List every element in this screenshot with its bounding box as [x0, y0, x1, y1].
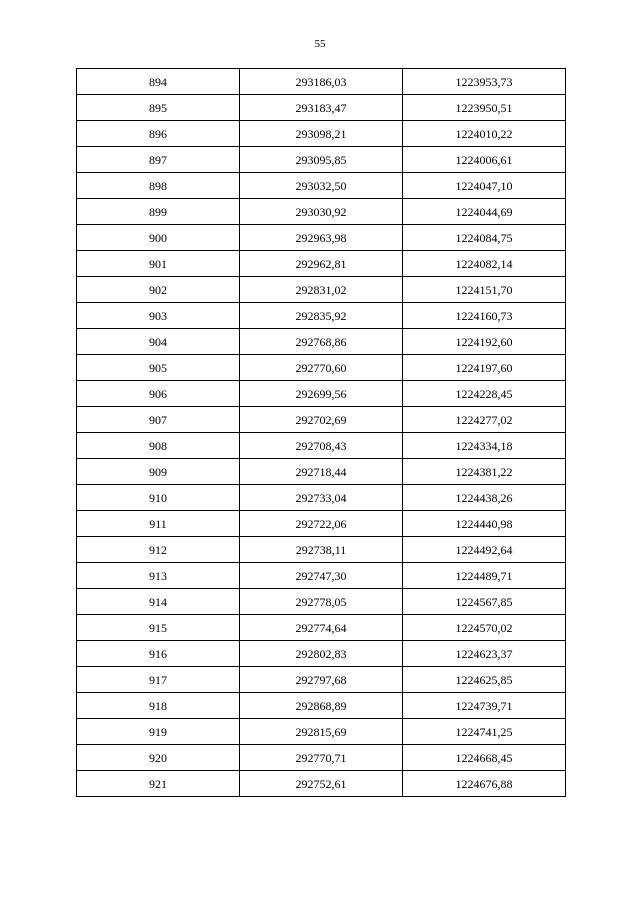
x-coordinate-cell: 292802,83 [240, 641, 403, 667]
y-coordinate-cell: 1224440,98 [403, 511, 566, 537]
y-coordinate-cell: 1224160,73 [403, 303, 566, 329]
point-number-cell: 921 [77, 771, 240, 797]
x-coordinate-cell: 293032,50 [240, 173, 403, 199]
table-row [77, 277, 566, 303]
x-coordinate-cell: 293095,85 [240, 147, 403, 173]
x-coordinate-cell: 292733,04 [240, 485, 403, 511]
point-number-cell: 908 [77, 433, 240, 459]
x-coordinate-cell: 293030,92 [240, 199, 403, 225]
y-coordinate-cell: 1224228,45 [403, 381, 566, 407]
table-body [77, 69, 566, 797]
table-row [77, 641, 566, 667]
point-number-cell: 904 [77, 329, 240, 355]
table-row [77, 381, 566, 407]
point-number-cell: 910 [77, 485, 240, 511]
x-coordinate-cell: 292747,30 [240, 563, 403, 589]
y-coordinate-cell: 1224623,37 [403, 641, 566, 667]
table-row [77, 251, 566, 277]
table-row [77, 511, 566, 537]
y-coordinate-cell: 1224489,71 [403, 563, 566, 589]
y-coordinate-cell: 1224381,22 [403, 459, 566, 485]
x-coordinate-cell: 292752,61 [240, 771, 403, 797]
x-coordinate-cell: 293186,03 [240, 69, 403, 95]
x-coordinate-cell: 292962,81 [240, 251, 403, 277]
y-coordinate-cell: 1224010,22 [403, 121, 566, 147]
point-number-cell: 896 [77, 121, 240, 147]
table-row [77, 745, 566, 771]
x-coordinate-cell: 292770,71 [240, 745, 403, 771]
page-number: 55 [314, 38, 326, 50]
point-number-cell: 901 [77, 251, 240, 277]
x-coordinate-cell: 292797,68 [240, 667, 403, 693]
table-row [77, 225, 566, 251]
x-coordinate-cell: 292868,89 [240, 693, 403, 719]
y-coordinate-cell: 1224006,61 [403, 147, 566, 173]
point-number-cell: 899 [77, 199, 240, 225]
x-coordinate-cell: 293098,21 [240, 121, 403, 147]
table-row [77, 121, 566, 147]
point-number-cell: 897 [77, 147, 240, 173]
y-coordinate-cell: 1224044,69 [403, 199, 566, 225]
table-row [77, 667, 566, 693]
point-number-cell: 916 [77, 641, 240, 667]
point-number-cell: 894 [77, 69, 240, 95]
y-coordinate-cell: 1223950,51 [403, 95, 566, 121]
table-row [77, 459, 566, 485]
y-coordinate-cell: 1224668,45 [403, 745, 566, 771]
point-number-cell: 895 [77, 95, 240, 121]
point-number-cell: 918 [77, 693, 240, 719]
table-row [77, 563, 566, 589]
x-coordinate-cell: 292770,60 [240, 355, 403, 381]
y-coordinate-cell: 1224334,18 [403, 433, 566, 459]
x-coordinate-cell: 292768,86 [240, 329, 403, 355]
point-number-cell: 915 [77, 615, 240, 641]
x-coordinate-cell: 292738,11 [240, 537, 403, 563]
x-coordinate-cell: 292831,02 [240, 277, 403, 303]
table-row [77, 355, 566, 381]
table-row [77, 69, 566, 95]
table-row [77, 615, 566, 641]
point-number-cell: 914 [77, 589, 240, 615]
table-row [77, 771, 566, 797]
x-coordinate-cell: 292699,56 [240, 381, 403, 407]
table-row [77, 589, 566, 615]
y-coordinate-cell: 1224492,64 [403, 537, 566, 563]
coordinates-table [76, 68, 566, 797]
y-coordinate-cell: 1224151,70 [403, 277, 566, 303]
y-coordinate-cell: 1224570,02 [403, 615, 566, 641]
point-number-cell: 902 [77, 277, 240, 303]
point-number-cell: 912 [77, 537, 240, 563]
point-number-cell: 898 [77, 173, 240, 199]
x-coordinate-cell: 292774,64 [240, 615, 403, 641]
table-row [77, 199, 566, 225]
y-coordinate-cell: 1224625,85 [403, 667, 566, 693]
x-coordinate-cell: 292778,05 [240, 589, 403, 615]
point-number-cell: 919 [77, 719, 240, 745]
x-coordinate-cell: 292815,69 [240, 719, 403, 745]
point-number-cell: 920 [77, 745, 240, 771]
y-coordinate-cell: 1224676,88 [403, 771, 566, 797]
point-number-cell: 906 [77, 381, 240, 407]
x-coordinate-cell: 292722,06 [240, 511, 403, 537]
point-number-cell: 903 [77, 303, 240, 329]
x-coordinate-cell: 292718,44 [240, 459, 403, 485]
x-coordinate-cell: 292963,98 [240, 225, 403, 251]
table-row [77, 173, 566, 199]
point-number-cell: 907 [77, 407, 240, 433]
table-row [77, 407, 566, 433]
table-row [77, 693, 566, 719]
point-number-cell: 913 [77, 563, 240, 589]
y-coordinate-cell: 1224739,71 [403, 693, 566, 719]
y-coordinate-cell: 1223953,73 [403, 69, 566, 95]
table-row [77, 433, 566, 459]
x-coordinate-cell: 292708,43 [240, 433, 403, 459]
y-coordinate-cell: 1224047,10 [403, 173, 566, 199]
table-row [77, 485, 566, 511]
x-coordinate-cell: 292702,69 [240, 407, 403, 433]
y-coordinate-cell: 1224741,25 [403, 719, 566, 745]
point-number-cell: 911 [77, 511, 240, 537]
x-coordinate-cell: 292835,92 [240, 303, 403, 329]
y-coordinate-cell: 1224438,26 [403, 485, 566, 511]
table-row [77, 719, 566, 745]
y-coordinate-cell: 1224082,14 [403, 251, 566, 277]
x-coordinate-cell: 293183,47 [240, 95, 403, 121]
table-row [77, 303, 566, 329]
y-coordinate-cell: 1224197,60 [403, 355, 566, 381]
y-coordinate-cell: 1224277,02 [403, 407, 566, 433]
point-number-cell: 905 [77, 355, 240, 381]
y-coordinate-cell: 1224567,85 [403, 589, 566, 615]
table-row [77, 147, 566, 173]
point-number-cell: 900 [77, 225, 240, 251]
point-number-cell: 909 [77, 459, 240, 485]
table-row [77, 329, 566, 355]
table-row [77, 95, 566, 121]
table-row [77, 537, 566, 563]
y-coordinate-cell: 1224084,75 [403, 225, 566, 251]
y-coordinate-cell: 1224192,60 [403, 329, 566, 355]
point-number-cell: 917 [77, 667, 240, 693]
